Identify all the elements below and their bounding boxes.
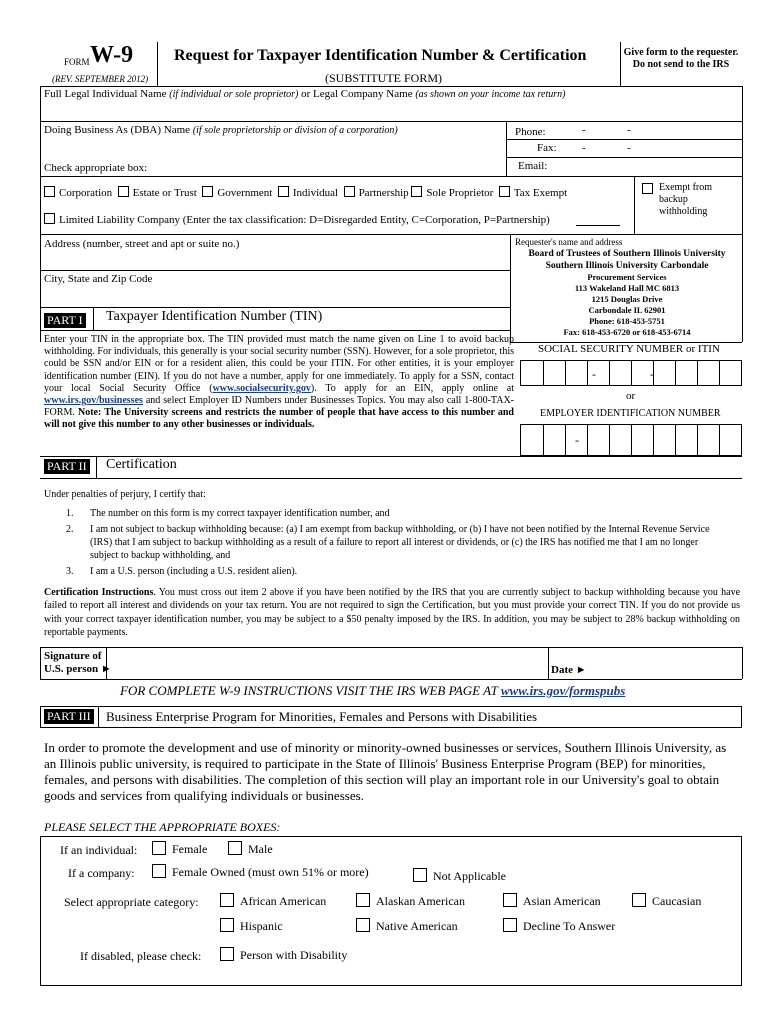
part2-title: Certification xyxy=(106,457,177,472)
individual-label: If an individual: xyxy=(60,843,138,857)
address-label: Address (number, street and apt or suite no.) xyxy=(44,238,240,250)
give-form-note: Give form to the requester. Do not send to the IRS xyxy=(623,47,739,70)
exempt-label: Exempt from backup withholding xyxy=(659,182,713,217)
category-asian-american[interactable]: Asian American xyxy=(503,893,601,909)
date-label: Date ► xyxy=(551,664,587,676)
ssn-label: SOCIAL SECURITY NUMBER or ITIN xyxy=(538,343,720,355)
check-box-label: Check appropriate box: xyxy=(44,162,148,174)
entity-tax-exempt[interactable]: Tax Exempt xyxy=(499,187,567,199)
date-input[interactable] xyxy=(600,649,740,677)
checkbox-icon[interactable] xyxy=(411,186,422,197)
male-option[interactable]: Male xyxy=(228,841,273,857)
requester-address: Board of Trustees of Southern Illinois University Southern Illinois University Carbondale Procurement Services 113 Wakeland Hall MC 6813 1215 Douglas Drive Carbondale IL 62901 Phone: 618-453-5751 Fax: 618-453-6720 or 618-453-6714 xyxy=(528,249,726,337)
checkbox-icon[interactable] xyxy=(413,868,427,882)
part3-tag: PART III xyxy=(44,709,94,724)
checkbox-icon[interactable] xyxy=(278,186,289,197)
category-caucasian[interactable]: Caucasian xyxy=(632,893,701,909)
checkbox-icon[interactable] xyxy=(220,918,234,932)
signature-label: Signature of U.S. person ► xyxy=(44,650,112,675)
email-label: Email: xyxy=(518,160,548,172)
category-african-american[interactable]: African American xyxy=(220,893,326,909)
llc-checkbox[interactable] xyxy=(44,213,55,224)
llc-classification-input[interactable] xyxy=(576,225,620,226)
category-alaskan-american[interactable]: Alaskan American xyxy=(356,893,465,909)
dba-label: Doing Business As (DBA) Name (if sole proprietorship or division of a corporation) xyxy=(44,124,398,136)
entity-government[interactable]: Government xyxy=(202,187,272,199)
requester-label: Requester's name and address xyxy=(515,237,623,247)
full-name-input[interactable] xyxy=(44,100,738,120)
part2-tag: PART II xyxy=(44,459,90,474)
entity-partnership[interactable]: Partnership xyxy=(344,187,409,199)
checkbox-icon[interactable] xyxy=(356,918,370,932)
entity-estate-trust[interactable]: Estate or Trust xyxy=(118,187,197,199)
entity-corporation[interactable]: Corporation xyxy=(44,187,112,199)
female-owned-option[interactable]: Female Owned (must own 51% or more) xyxy=(152,864,369,880)
checkbox-icon[interactable] xyxy=(356,893,370,907)
part1-instructions: Enter your TIN in the appropriate box. The TIN provided must match the name given on Line 1 to avoid backup withholding. For individuals, this generally is your social security number (SSN). However, for a sole proprietor, this could be SSN and/or EIN or for a resident alien, this could be your ITIN. For other entities, it is your employer identification number (EIN). If you do not have a number, apply for one immediately. To apply for a SSN, contact your local Social Security Office (www.socialsecurity.gov). To apply for an EIN, apply online at www.irs.gov/businesses and select Employer ID Numbers under Businesses Topics. You may also call 1-800-TAX-FORM. Note: The University screens and restricts the number of people that have access to this number and will not give this number to any other businesses or individuals. xyxy=(44,334,514,431)
category-decline[interactable]: Decline To Answer xyxy=(503,918,615,934)
company-label: If a company: xyxy=(68,866,135,880)
entity-individual[interactable]: Individual xyxy=(278,187,338,199)
instructions-link-line: FOR COMPLETE W-9 INSTRUCTIONS VISIT THE IRS WEB PAGE AT www.irs.gov/formspubs xyxy=(120,683,626,698)
checkbox-icon[interactable] xyxy=(503,893,517,907)
ein-label: EMPLOYER IDENTIFICATION NUMBER xyxy=(540,408,721,419)
not-applicable-option[interactable]: Not Applicable xyxy=(413,868,506,884)
certification-instructions: Certification Instructions. You must cross out item 2 above if you have been notified by the IRS that you are currently subject to backup withholding because you have failed to report all interest and dividends on your tax return. You are not required to sign the Certification, but you must provide your correct TIN. If you do not provide us with your correct taxpayer identification number, you may be subject to a $50 penalty imposed by the IRS. In addition, you may be subject to 28% backup withholding on reportable payments. xyxy=(44,587,741,639)
cert-item: 3. I am a U.S. person (including a U.S. resident alien). xyxy=(66,566,298,577)
category-native-american[interactable]: Native American xyxy=(356,918,458,934)
form-revision: (REV. SEPTEMBER 2012) xyxy=(52,74,149,84)
signature-input[interactable] xyxy=(108,649,548,677)
checkbox-icon[interactable] xyxy=(344,186,355,197)
entity-sole-proprietor[interactable]: Sole Proprietor xyxy=(411,187,493,199)
exempt-checkbox[interactable] xyxy=(642,183,653,194)
form-subtitle: (SUBSTITUTE FORM) xyxy=(325,71,443,85)
llc-row: Limited Liability Company (Enter the tax classification: D=Disregarded Entity, C=Corporation, P=Partnership) xyxy=(44,213,550,226)
part3-title: Business Enterprise Program for Minorities, Females and Persons with Disabilities xyxy=(106,709,538,724)
certification-list xyxy=(44,507,720,581)
ssa-link[interactable]: www.socialsecurity.gov xyxy=(212,382,311,394)
checkbox-icon[interactable] xyxy=(228,841,242,855)
part1-title: Taxpayer Identification Number (TIN) xyxy=(106,309,323,324)
female-option[interactable]: Female xyxy=(152,841,207,857)
part1-tag: PART I xyxy=(44,313,86,328)
select-heading: PLEASE SELECT THE APPROPRIATE BOXES: xyxy=(44,820,281,834)
form-label: FORM xyxy=(64,57,90,67)
cert-item: 2. I am not subject to backup withholding because: (a) I am exempt from backup withholding, or (b) I have not been notified by the Internal Revenue Service (IRS) that I am subject to backup withholding as a result of a failure to report all interest or dividends, or (c) the IRS has notified me that I am no longer subject to backup withholding, and xyxy=(66,524,710,561)
checkbox-icon[interactable] xyxy=(220,893,234,907)
checkbox-icon[interactable] xyxy=(503,918,517,932)
certify-intro: Under penalties of perjury, I certify that: xyxy=(44,489,206,500)
name-line-label: Full Legal Individual Name (if individual or sole proprietor) or Legal Company Name (as shown on your income tax return) xyxy=(44,88,566,100)
cert-item: 1. The number on this form is my correct taxpayer identification number, and xyxy=(66,508,390,519)
phone-label: Phone: xyxy=(515,126,546,138)
checkbox-icon[interactable] xyxy=(152,841,166,855)
category-label: Select appropriate category: xyxy=(64,895,199,909)
fax-label: Fax: xyxy=(537,142,557,154)
form-name: W-9 xyxy=(90,42,134,68)
checkbox-icon[interactable] xyxy=(220,947,234,961)
form-title: Request for Taxpayer Identification Number & Certification xyxy=(174,47,587,64)
irs-business-link[interactable]: www.irs.gov/businesses xyxy=(44,395,143,407)
city-label: City, State and Zip Code xyxy=(44,273,153,285)
checkbox-icon[interactable] xyxy=(118,186,129,197)
checkbox-icon[interactable] xyxy=(632,893,646,907)
checkbox-icon[interactable] xyxy=(44,186,55,197)
entity-type-row xyxy=(44,186,567,199)
disability-option[interactable]: Person with Disability xyxy=(220,947,347,963)
checkbox-icon[interactable] xyxy=(499,186,510,197)
checkbox-icon[interactable] xyxy=(202,186,213,197)
irs-formspubs-link[interactable]: www.irs.gov/formspubs xyxy=(500,683,626,698)
disabled-label: If disabled, please check: xyxy=(80,949,202,963)
checkbox-icon[interactable] xyxy=(152,864,166,878)
bep-paragraph: In order to promote the development and use of minority or minority-owned businesses or services, Southern Illinois University, as an Illinois public university, is required to participate in the State of Illinois' Business Enterprise Program (BEP) for minorities, females, and persons with disabilities. The completion of this section will play an important role in our University's goal to obtain goods and services from qualifying individuals or businesses. xyxy=(44,740,727,803)
or-label: or xyxy=(626,390,636,402)
category-hispanic[interactable]: Hispanic xyxy=(220,918,283,934)
